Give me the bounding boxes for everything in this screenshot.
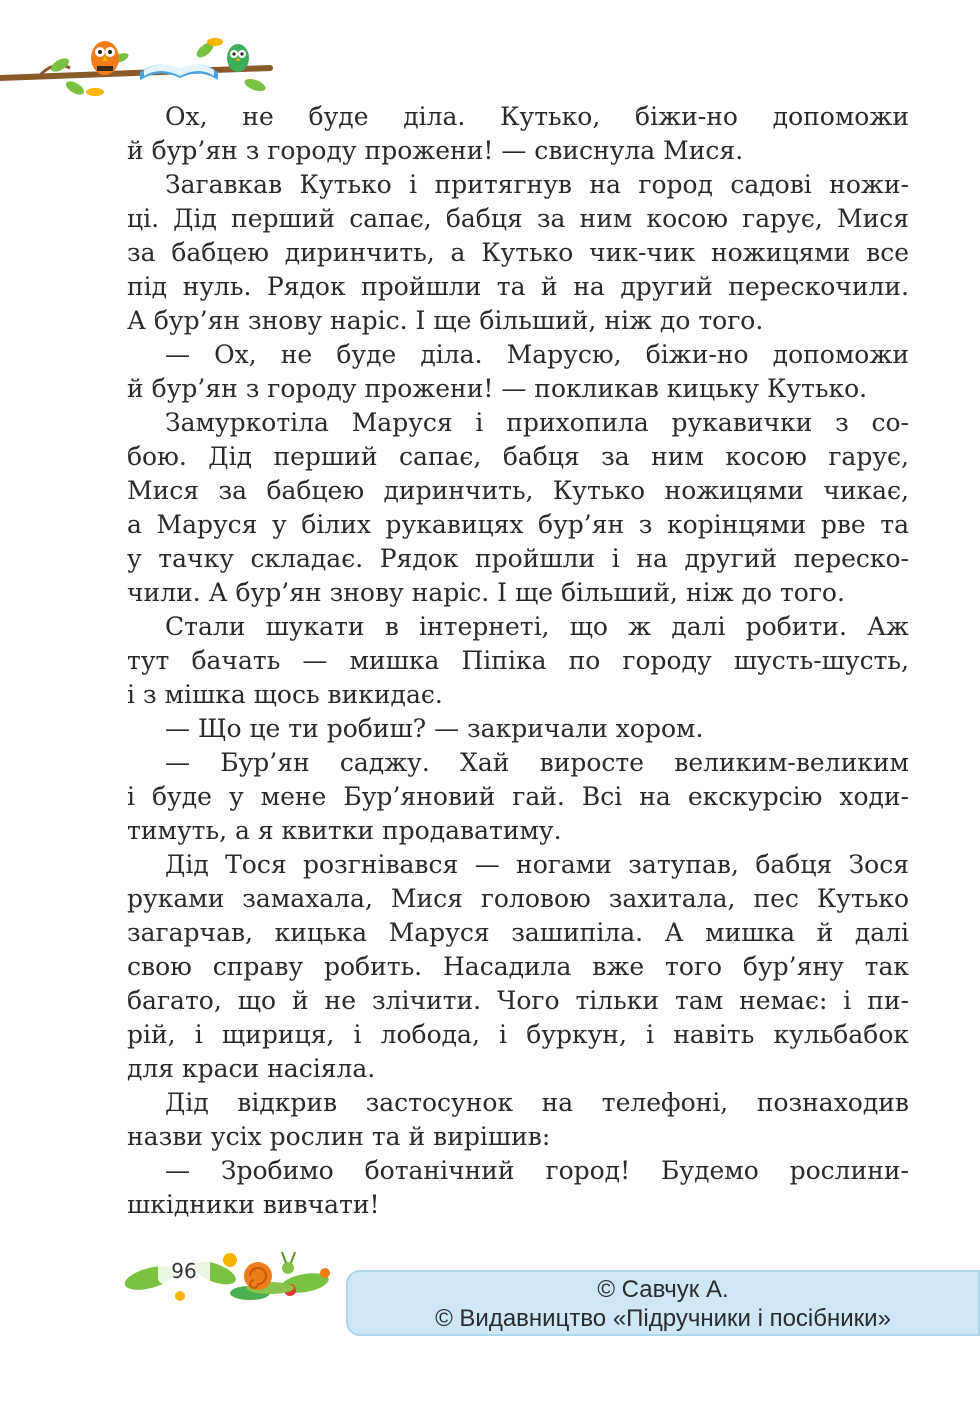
text-line: багато, що й не злічити. Чого тільки там немає: і пи- xyxy=(127,986,909,1015)
text-line: Загавкав Кутько і притягнув на город садові ножи- xyxy=(165,170,909,199)
text-line: Замуркотіла Маруся і прихопила рукавички з со- xyxy=(165,408,909,437)
text-line: назви усіх рослин та й вирішив: xyxy=(127,1122,551,1151)
text-line: тимуть, а я квитки продаватиму. xyxy=(127,816,562,845)
copyright-banner xyxy=(346,1270,980,1336)
text-line: а Маруся у білих рукавицях бур’ян з корінцями рве та xyxy=(127,510,909,539)
text-line: Мися за бабцею диринчить, Кутько ножицями чикає, xyxy=(127,476,909,505)
text-line: й бур’ян з городу прожени! — свиснула Мися. xyxy=(127,136,744,165)
text-line: тут бачать — мишка Піпіка по городу шусть-шусть, xyxy=(127,646,909,675)
text-line: і буде у мене Бур’яновий гай. Всі на екскурсію ходи- xyxy=(127,782,909,811)
copyright-publisher: © Видавництво «Підручники і посібники» xyxy=(435,1305,891,1332)
text-line: Ох, не буде діла. Кутько, біжи-но допоможи xyxy=(165,102,909,131)
text-line: для краси насіяла. xyxy=(127,1054,376,1083)
text-line: і з мішка щось викидає. xyxy=(127,680,443,709)
text-line: свою справу робить. Насадила вже того бур’яну так xyxy=(127,952,909,981)
snail-icon xyxy=(244,1252,295,1294)
text-line: А бур’ян знову наріс. І ще більший, ніж до того. xyxy=(127,306,764,335)
header-branch-illustration xyxy=(0,30,280,105)
text-line: чили. А бур’ян знову наріс. І ще більший, ніж до того. xyxy=(127,578,845,607)
text-line: руками замахала, Мися головою захитала, пес Кутько xyxy=(127,884,909,913)
book-icon xyxy=(140,64,218,80)
text-line: бою. Дід перший сапає, бабця за ним косою гарує, xyxy=(127,442,909,471)
text-line: за бабцею диринчить, а Кутько чик-чик ножицями все xyxy=(127,238,909,267)
text-line: — Ох, не буде діла. Марусю, біжи-но допоможи xyxy=(165,340,909,369)
text-line: загарчав, кицька Маруся зашипіла. А мишка й далі xyxy=(127,918,909,947)
text-line: — Що це ти робиш? — закричали хором. xyxy=(165,714,704,743)
footer-garden-illustration xyxy=(120,1238,340,1308)
text-line: Дід відкрив застосунок на телефоні, познаходив xyxy=(165,1088,909,1117)
text-line: ці. Дід перший сапає, бабця за ним косою гарує, Мися xyxy=(127,204,909,233)
text-line: Стали шукати в інтернеті, що ж далі робити. Аж xyxy=(165,612,909,641)
text-line: Дід Тося розгнівався — ногами затупав, бабця Зося xyxy=(165,850,909,879)
text-line: й бур’ян з городу прожени! — покликав кицьку Кутько. xyxy=(127,374,868,403)
text-line: — Бур’ян саджу. Хай виросте великим-великим xyxy=(165,748,909,777)
text-line: під нуль. Рядок пройшли та й на другий перескочили. xyxy=(127,272,909,301)
text-line: — Зробимо ботанічний город! Будемо рослини- xyxy=(165,1156,909,1185)
copyright-author: © Савчук А. xyxy=(597,1276,729,1303)
owl-icon xyxy=(91,41,119,75)
text-line: у тачку складає. Рядок пройшли і на другий переско- xyxy=(127,544,909,573)
page-number: 96 xyxy=(171,1259,197,1283)
story-text xyxy=(127,100,909,1222)
owl-icon xyxy=(227,44,249,72)
text-line: шкідники вивчати! xyxy=(127,1190,380,1219)
text-line: рій, і щириця, і лобода, і буркун, і навіть кульбабок xyxy=(127,1020,909,1049)
